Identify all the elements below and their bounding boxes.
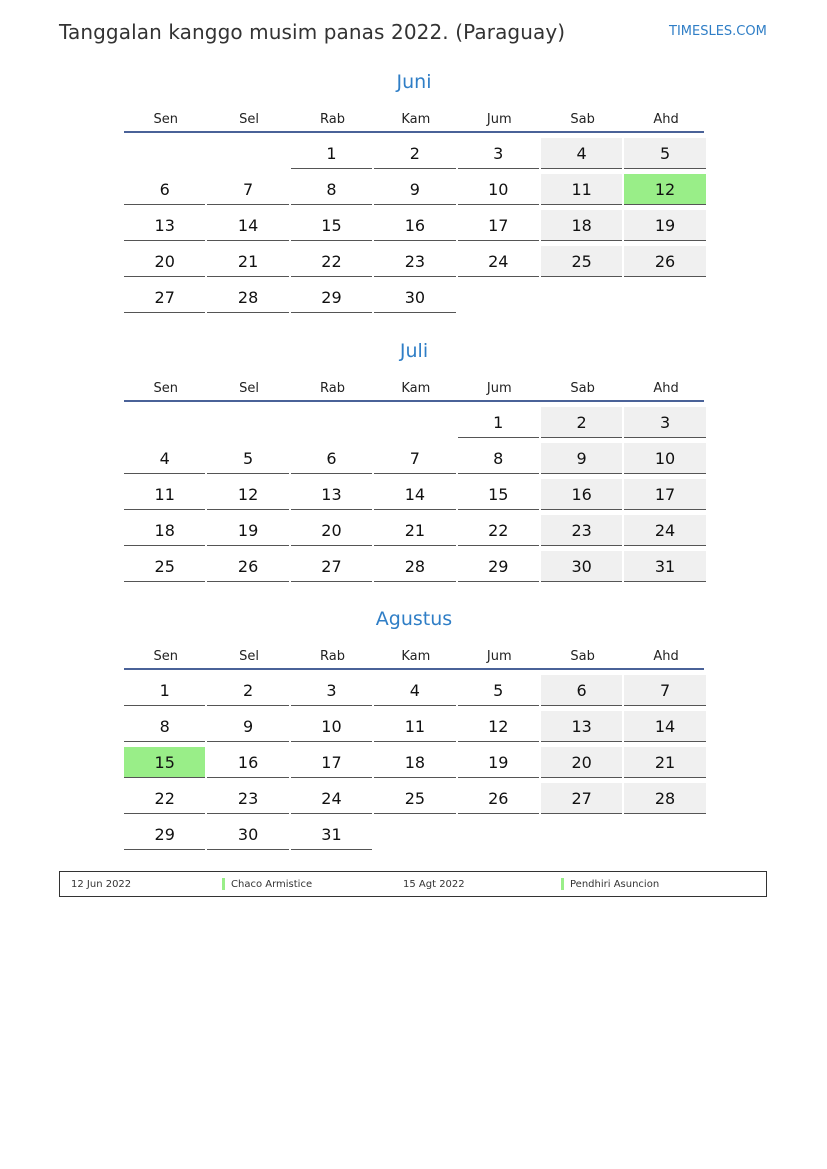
day-cell: 26	[458, 783, 539, 814]
week-row	[124, 711, 704, 747]
day-cell: 22	[458, 515, 539, 546]
weekend-day-cell: 27	[541, 783, 622, 814]
weekday-label: Kam	[401, 112, 431, 127]
day-cell: 15	[291, 210, 372, 241]
day-cell: 1	[124, 675, 205, 706]
weekend-day-cell: 23	[541, 515, 622, 546]
month-title: Juni	[396, 71, 432, 93]
day-cell: 14	[374, 479, 455, 510]
day-cell: 6	[291, 443, 372, 474]
day-cell: 29	[124, 819, 205, 850]
week-row	[124, 407, 704, 443]
day-cell: 4	[124, 443, 205, 474]
empty-cell	[374, 819, 455, 850]
weekend-day-cell: 11	[541, 174, 622, 205]
legend-name: Pendhiri Asuncion	[570, 879, 660, 890]
day-cell: 29	[458, 551, 539, 582]
weekend-day-cell: 3	[624, 407, 705, 438]
weekday-label: Rab	[319, 381, 345, 396]
day-cell: 21	[374, 515, 455, 546]
month-grid	[124, 675, 704, 855]
weekday-label: Jum	[486, 112, 512, 127]
week-row	[124, 515, 704, 551]
day-cell: 1	[291, 138, 372, 169]
weekend-day-cell: 19	[624, 210, 705, 241]
day-cell: 27	[291, 551, 372, 582]
week-row	[124, 246, 704, 282]
day-cell: 5	[207, 443, 288, 474]
empty-cell	[207, 407, 288, 438]
day-cell: 25	[124, 551, 205, 582]
day-cell: 19	[458, 747, 539, 778]
month-grid	[124, 407, 704, 587]
weekday-label: Sen	[153, 649, 178, 664]
day-cell: 26	[207, 551, 288, 582]
day-cell: 15	[458, 479, 539, 510]
day-cell: 16	[374, 210, 455, 241]
weekday-label: Kam	[401, 381, 431, 396]
day-cell: 23	[374, 246, 455, 277]
weekday-label: Jum	[486, 649, 512, 664]
weekend-day-cell: 28	[624, 783, 705, 814]
day-cell: 17	[291, 747, 372, 778]
day-cell: 30	[207, 819, 288, 850]
day-cell: 22	[124, 783, 205, 814]
day-cell: 2	[374, 138, 455, 169]
day-cell: 9	[374, 174, 455, 205]
week-row	[124, 174, 704, 210]
day-cell: 14	[207, 210, 288, 241]
day-cell: 3	[458, 138, 539, 169]
day-cell: 25	[374, 783, 455, 814]
weekday-label: Sen	[153, 381, 178, 396]
weekend-day-cell: 13	[541, 711, 622, 742]
month-title: Agustus	[375, 608, 453, 630]
day-cell: 10	[458, 174, 539, 205]
week-row	[124, 210, 704, 246]
day-cell: 20	[291, 515, 372, 546]
weekend-day-cell: 6	[541, 675, 622, 706]
legend-color-bar	[222, 878, 225, 890]
weekday-label: Sab	[570, 112, 595, 127]
week-row	[124, 819, 704, 855]
weekday-label: Rab	[319, 649, 345, 664]
weekend-day-cell: 30	[541, 551, 622, 582]
weekend-day-cell: 18	[541, 210, 622, 241]
weekend-day-cell: 7	[624, 675, 705, 706]
weekend-day-cell: 17	[624, 479, 705, 510]
day-cell: 24	[458, 246, 539, 277]
day-cell: 24	[291, 783, 372, 814]
weekend-day-cell: 14	[624, 711, 705, 742]
weekend-day-cell: 20	[541, 747, 622, 778]
holiday-day-cell: 15	[124, 747, 205, 778]
weekday-label: Sel	[239, 381, 260, 396]
day-cell: 11	[124, 479, 205, 510]
month-title: Juli	[399, 340, 429, 362]
brand-link[interactable]: TIMESLES.COM	[669, 24, 767, 39]
day-cell: 13	[124, 210, 205, 241]
empty-cell	[124, 407, 205, 438]
day-cell: 11	[374, 711, 455, 742]
holiday-day-cell: 12	[624, 174, 705, 205]
empty-cell	[207, 138, 288, 169]
day-cell: 18	[374, 747, 455, 778]
day-cell: 7	[207, 174, 288, 205]
day-cell: 19	[207, 515, 288, 546]
week-row	[124, 551, 704, 587]
day-cell: 29	[291, 282, 372, 313]
day-cell: 1	[458, 407, 539, 438]
legend-date: 12 Jun 2022	[71, 879, 132, 890]
day-cell: 16	[207, 747, 288, 778]
weekday-label: Ahd	[653, 381, 679, 396]
weekday-header	[124, 640, 704, 668]
legend-name: Chaco Armistice	[231, 879, 313, 890]
day-cell: 8	[291, 174, 372, 205]
weekday-label: Jum	[486, 381, 512, 396]
day-cell: 30	[374, 282, 455, 313]
day-cell: 12	[207, 479, 288, 510]
week-row	[124, 443, 704, 479]
weekday-rule	[124, 131, 704, 133]
empty-cell	[291, 407, 372, 438]
month-june	[124, 68, 704, 318]
weekend-day-cell: 16	[541, 479, 622, 510]
month-august	[124, 605, 704, 855]
weekday-label: Sel	[239, 649, 260, 664]
week-row	[124, 282, 704, 318]
weekend-day-cell: 31	[624, 551, 705, 582]
day-cell: 13	[291, 479, 372, 510]
empty-cell	[541, 819, 622, 850]
day-cell: 6	[124, 174, 205, 205]
empty-cell	[124, 138, 205, 169]
weekend-day-cell: 2	[541, 407, 622, 438]
weekday-rule	[124, 400, 704, 402]
empty-cell	[541, 282, 622, 313]
week-row	[124, 479, 704, 515]
weekday-label: Sel	[239, 112, 260, 127]
day-cell: 4	[374, 675, 455, 706]
weekend-day-cell: 24	[624, 515, 705, 546]
weekday-label: Ahd	[653, 112, 679, 127]
empty-cell	[624, 282, 705, 313]
weekend-day-cell: 5	[624, 138, 705, 169]
day-cell: 8	[458, 443, 539, 474]
weekend-day-cell: 9	[541, 443, 622, 474]
day-cell: 8	[124, 711, 205, 742]
day-cell: 28	[207, 282, 288, 313]
day-cell: 18	[124, 515, 205, 546]
empty-cell	[458, 282, 539, 313]
empty-cell	[458, 819, 539, 850]
page-title: Tanggalan kanggo musim panas 2022. (Paraguay)	[59, 20, 566, 44]
weekend-day-cell: 10	[624, 443, 705, 474]
day-cell: 5	[458, 675, 539, 706]
day-cell: 10	[291, 711, 372, 742]
weekday-label: Ahd	[653, 649, 679, 664]
legend-date: 15 Agt 2022	[403, 879, 465, 890]
week-row	[124, 747, 704, 783]
weekend-day-cell: 26	[624, 246, 705, 277]
day-cell: 9	[207, 711, 288, 742]
day-cell: 17	[458, 210, 539, 241]
day-cell: 22	[291, 246, 372, 277]
weekday-rule	[124, 668, 704, 670]
day-cell: 31	[291, 819, 372, 850]
weekend-day-cell: 25	[541, 246, 622, 277]
day-cell: 28	[374, 551, 455, 582]
weekday-label: Sab	[570, 381, 595, 396]
week-row	[124, 138, 704, 174]
weekday-header	[124, 372, 704, 400]
weekday-label: Sab	[570, 649, 595, 664]
legend-color-bar	[561, 878, 564, 890]
day-cell: 3	[291, 675, 372, 706]
weekday-label: Rab	[319, 112, 345, 127]
month-grid	[124, 138, 704, 318]
day-cell: 2	[207, 675, 288, 706]
weekday-header	[124, 103, 704, 131]
day-cell: 27	[124, 282, 205, 313]
weekday-label: Kam	[401, 649, 431, 664]
month-july	[124, 337, 704, 587]
day-cell: 12	[458, 711, 539, 742]
day-cell: 23	[207, 783, 288, 814]
week-row	[124, 675, 704, 711]
day-cell: 20	[124, 246, 205, 277]
day-cell: 7	[374, 443, 455, 474]
day-cell: 21	[207, 246, 288, 277]
empty-cell	[624, 819, 705, 850]
week-row	[124, 783, 704, 819]
holiday-legend	[59, 871, 767, 897]
empty-cell	[374, 407, 455, 438]
weekend-day-cell: 21	[624, 747, 705, 778]
weekday-label: Sen	[153, 112, 178, 127]
weekend-day-cell: 4	[541, 138, 622, 169]
